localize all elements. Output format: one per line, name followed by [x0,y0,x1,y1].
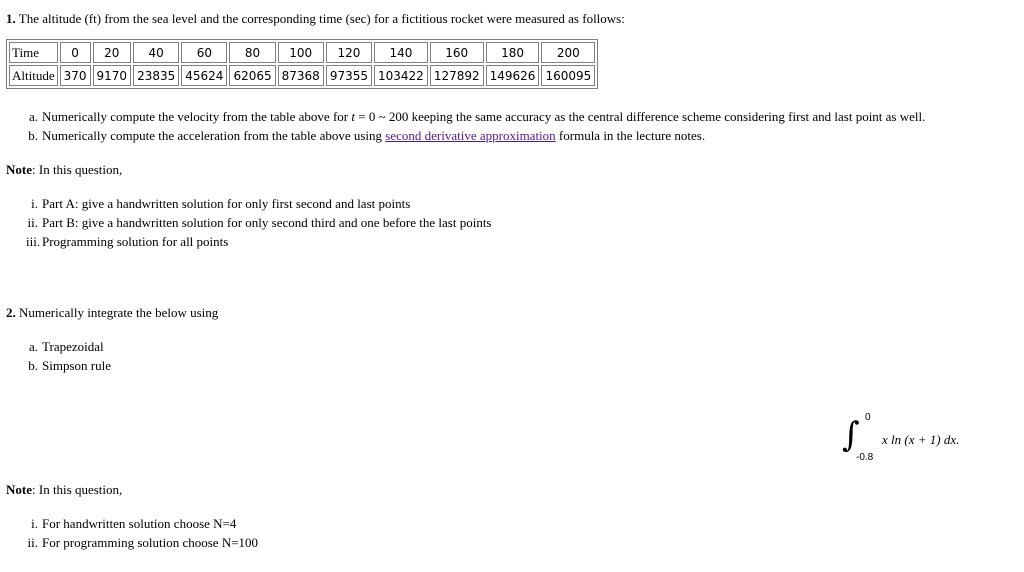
time-cell: 60 [181,42,227,63]
note-item-text: Part A: give a handwritten solution for only first second and last points [42,196,411,211]
q1-part-a [26,109,925,125]
method-text: Simpson rule [42,358,111,373]
time-cell: 120 [326,42,372,63]
altitude-row [9,65,595,86]
list-marker: i. [31,196,38,211]
time-cell: 40 [133,42,179,63]
part-b-text-after: formula in the lecture notes. [555,128,706,143]
list-marker: iii. [26,234,41,249]
integral-lower-limit: -0.8 [856,452,874,463]
integral-upper-limit: 0 [865,412,871,423]
note-text: : In this question, [32,162,123,177]
altitude-row-label: Altitude [9,65,58,86]
time-row [9,42,595,63]
integrand: x ln (x + 1) dx. [882,432,960,447]
list-marker: b. [28,358,38,373]
q2-note [6,482,122,498]
method-text: Trapezoidal [42,339,104,354]
second-derivative-link[interactable]: second derivative approximation [385,128,556,143]
altitude-cell: 103422 [374,65,428,86]
rocket-data-table [6,39,598,89]
part-a-text-before: Numerically compute the velocity from the table above for [42,109,352,124]
part-b-text-before: Numerically compute the acceleration from the table above using [42,128,386,143]
list-marker: i. [31,516,38,531]
altitude-cell: 127892 [430,65,484,86]
q1-note-item [26,234,228,250]
altitude-cell: 160095 [541,65,595,86]
time-cell: 20 [93,42,132,63]
altitude-cell: 87368 [278,65,324,86]
q1-note-item [26,196,410,212]
list-marker: a. [28,339,38,354]
altitude-cell: 97355 [326,65,372,86]
note-item-text: Programming solution for all points [42,234,229,249]
note-label: Note [6,162,32,177]
altitude-cell: 45624 [181,65,227,86]
time-row-label: Time [9,42,58,63]
q2-method-item [26,358,111,374]
question-2-intro: Numerically integrate the below using [19,305,219,320]
time-cell: 180 [486,42,540,63]
question-2-number: 2. [6,305,16,320]
altitude-cell: 149626 [486,65,540,86]
rocket-data-table-wrapper [6,39,598,89]
note-label: Note [6,482,32,497]
note-item-text: Part B: give a handwritten solution for only second third and one before the last points [42,215,492,230]
list-marker: ii. [27,215,38,230]
question-2-heading [6,305,218,321]
q2-method-item [26,339,104,355]
list-marker: ii. [27,535,38,550]
part-a-text-after: = 0 ~ 200 keeping the same accuracy as the central difference scheme considering first and last point as well. [354,109,926,124]
list-marker: b. [28,128,38,143]
integral-sign: ∫ [842,415,860,455]
time-cell: 140 [374,42,428,63]
altitude-cell: 370 [60,65,91,86]
time-cell: 80 [229,42,275,63]
time-cell: 100 [278,42,324,63]
question-1-number: 1. [6,11,16,26]
note-text: : In this question, [32,482,123,497]
time-variable: t [351,109,355,124]
altitude-cell: 23835 [133,65,179,86]
question-1-heading [6,11,625,27]
list-marker: a. [28,109,38,124]
time-cell: 200 [541,42,595,63]
time-cell: 160 [430,42,484,63]
note-item-text: For handwritten solution choose N=4 [42,516,237,531]
altitude-cell: 62065 [229,65,275,86]
q1-note-item [26,215,492,231]
q1-note [6,162,122,178]
question-1-intro: The altitude (ft) from the sea level and the corresponding time (sec) for a fictitious rocket were measured as follows: [18,11,625,26]
altitude-cell: 9170 [93,65,132,86]
q2-note-item [26,516,236,532]
q1-part-b [26,128,705,144]
note-item-text: For programming solution choose N=100 [42,535,259,550]
integral-expression [840,412,990,464]
q2-note-item [26,535,258,551]
time-cell: 0 [60,42,91,63]
